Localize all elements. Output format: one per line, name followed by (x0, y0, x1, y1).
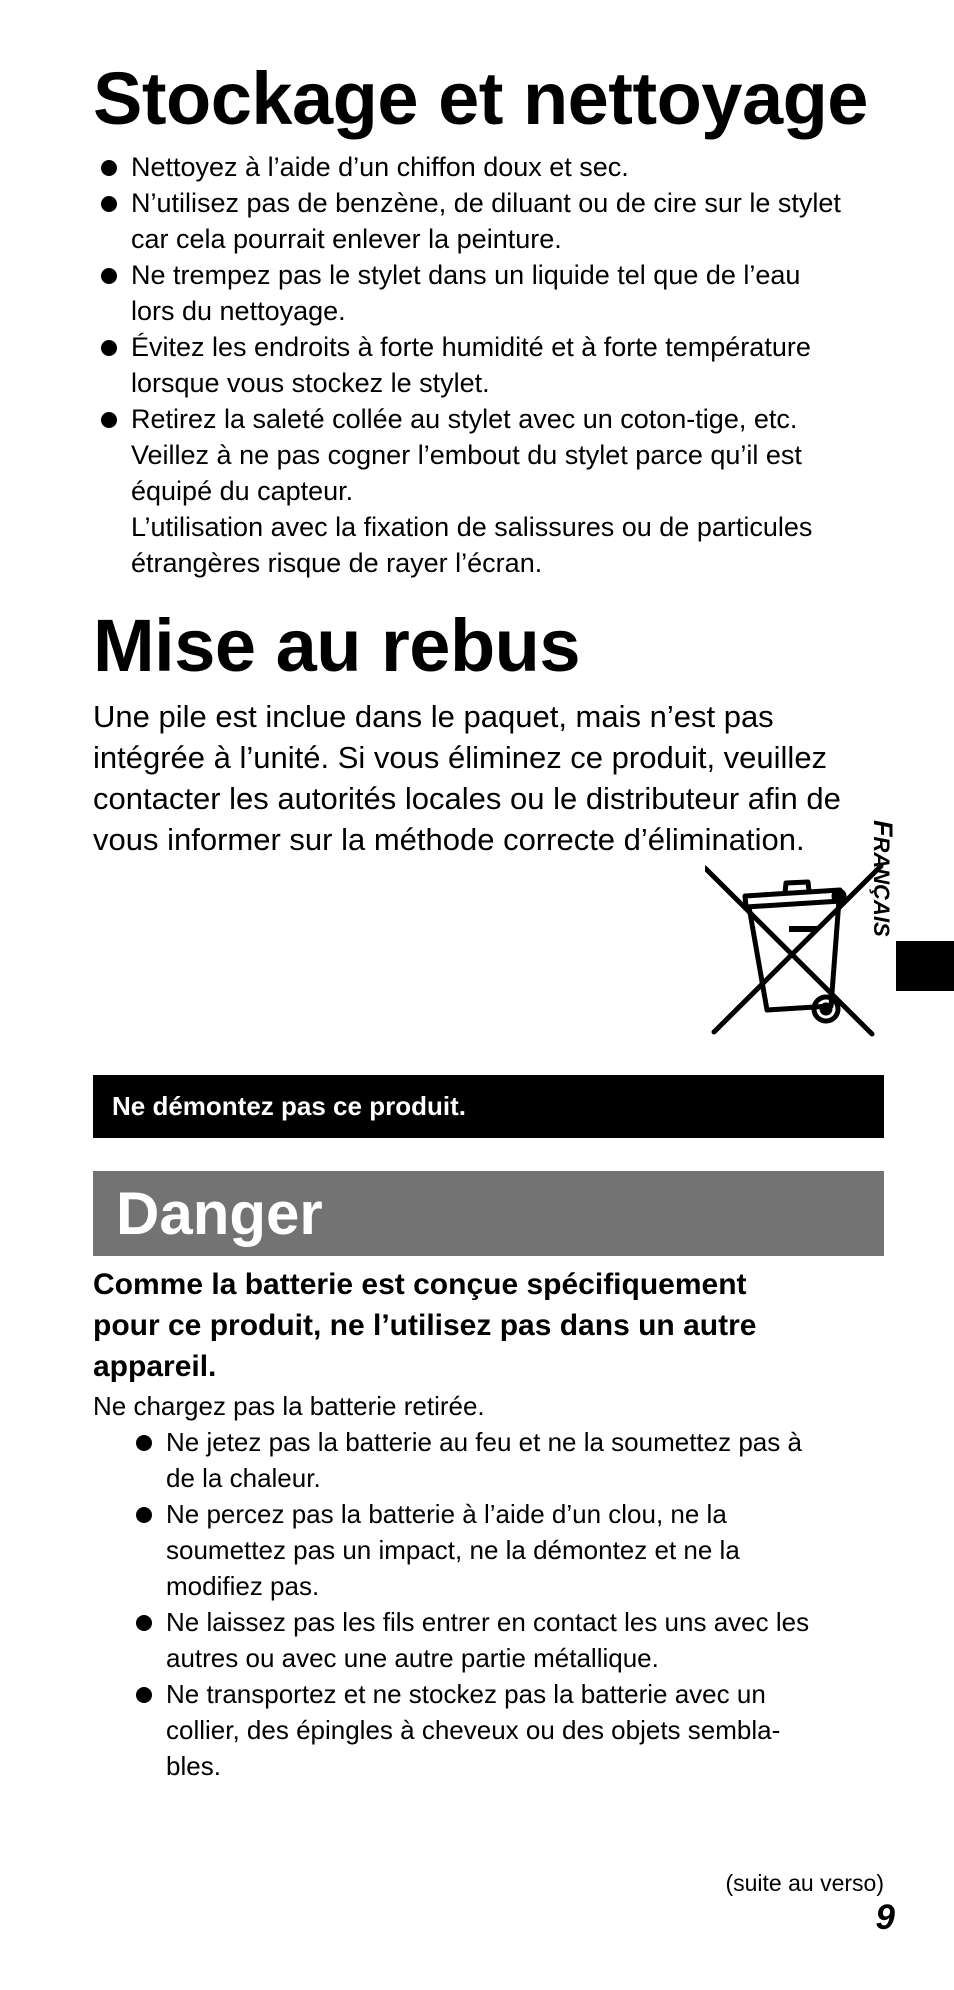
danger-bullet-1 (132, 1424, 912, 1496)
danger-lead-line: Comme la batterie est conçue spécifiquement (93, 1268, 747, 1301)
bullet-text-line: Nettoyez à l’aide d’un chiffon doux et sec. (131, 152, 629, 182)
danger-bullet-4 (132, 1676, 912, 1784)
bullet-text-line: Ne laissez pas les fils entrer en contact les uns avec les (166, 1607, 810, 1637)
bullet-dot-icon (136, 1687, 152, 1703)
bullet-text-line: car cela pourrait enlever la peinture. (131, 224, 562, 254)
bullet-dot-icon (101, 412, 117, 428)
crossed-out-wheelie-bin-icon (705, 860, 885, 1040)
danger-bullet-2 (132, 1496, 912, 1604)
paragraph-line: Une pile est inclue dans le paquet, mais n’est pas (93, 699, 774, 734)
bullet-text-line: Évitez les endroits à forte humidité et à forte température (131, 332, 811, 362)
paragraph-line: contacter les autorités locales ou le distributeur afin de (93, 781, 841, 816)
bullet-text-line: Ne percez pas la batterie à l’aide d’un clou, ne la (166, 1499, 727, 1529)
paragraph-line: intégrée à l’unité. Si vous éliminez ce produit, veuillez (93, 740, 828, 775)
bullet-dot-icon (136, 1615, 152, 1631)
bullet-text-line: lorsque vous stockez le stylet. (131, 368, 490, 398)
storage-bullet-list (97, 149, 897, 581)
bullet-text-line: de la chaleur. (166, 1463, 321, 1493)
danger-bullet-list (132, 1424, 912, 1784)
danger-heading: Danger (93, 1171, 884, 1256)
bullet-dot-icon (136, 1435, 152, 1451)
storage-bullet-3 (97, 257, 897, 329)
bullet-text-line: soumettez pas un impact, ne la démontez et ne la (166, 1535, 740, 1565)
bullet-text-line: lors du nettoyage. (131, 296, 346, 326)
bullet-dot-icon (101, 268, 117, 284)
disposal-paragraph (93, 696, 893, 860)
danger-plain-text: Ne chargez pas la batterie retirée. (93, 1391, 485, 1421)
continued-note: (suite au verso) (725, 1870, 884, 1896)
bullet-dot-icon (101, 160, 117, 176)
bullet-text-line: Ne transportez et ne stockez pas la batterie avec un (166, 1679, 766, 1709)
danger-bullet-3 (132, 1604, 912, 1676)
danger-lead-text (93, 1264, 893, 1387)
disassembly-notice-bar: Ne démontez pas ce produit. (93, 1075, 884, 1138)
bullet-dot-icon (136, 1507, 152, 1523)
danger-lead-line: pour ce produit, ne l’utilisez pas dans un autre (93, 1309, 757, 1342)
storage-bullet-4 (97, 329, 897, 401)
bullet-text-line: collier, des épingles à cheveux ou des objets sembla- (166, 1715, 781, 1745)
side-tab-marker (896, 941, 954, 991)
storage-bullet-2 (97, 185, 897, 257)
bullet-text-line: Ne trempez pas le stylet dans un liquide tel que de l’eau (131, 260, 801, 290)
storage-title: Stockage et nettoyage (93, 57, 868, 140)
bullet-text-line: Retirez la saleté collée au stylet avec un coton-tige, etc. (131, 404, 798, 434)
bullet-dot-icon (101, 340, 117, 356)
bullet-text-line: autres ou avec une autre partie métallique. (166, 1643, 659, 1673)
danger-lead-line: appareil. (93, 1350, 217, 1383)
storage-bullet-1 (97, 149, 897, 185)
side-tab-first-letter: F (868, 820, 898, 837)
bullet-text-line: N’utilisez pas de benzène, de diluant ou de cire sur le stylet (131, 188, 841, 218)
bullet-text-line: Veillez à ne pas cogner l’embout du stylet parce qu’il est (131, 440, 802, 470)
side-tab-rest: RANÇAIS (869, 836, 894, 937)
bullet-text-line: Ne jetez pas la batterie au feu et ne la soumettez pas à (166, 1427, 802, 1457)
bullet-text-line: équipé du capteur. (131, 476, 354, 506)
storage-bullet-5 (97, 401, 897, 581)
bullet-text-line: L’utilisation avec la fixation de salissures ou de particules (131, 512, 813, 542)
disposal-title: Mise au rebus (93, 604, 581, 687)
bullet-text-line: étrangères risque de rayer l’écran. (131, 548, 543, 578)
bullet-text-line: modifiez pas. (166, 1571, 320, 1601)
page-number: 9 (875, 1898, 895, 1937)
bullet-dot-icon (101, 196, 117, 212)
paragraph-line: vous informer sur la méthode correcte d’élimination. (93, 822, 805, 857)
bullet-text-line: bles. (166, 1751, 221, 1781)
